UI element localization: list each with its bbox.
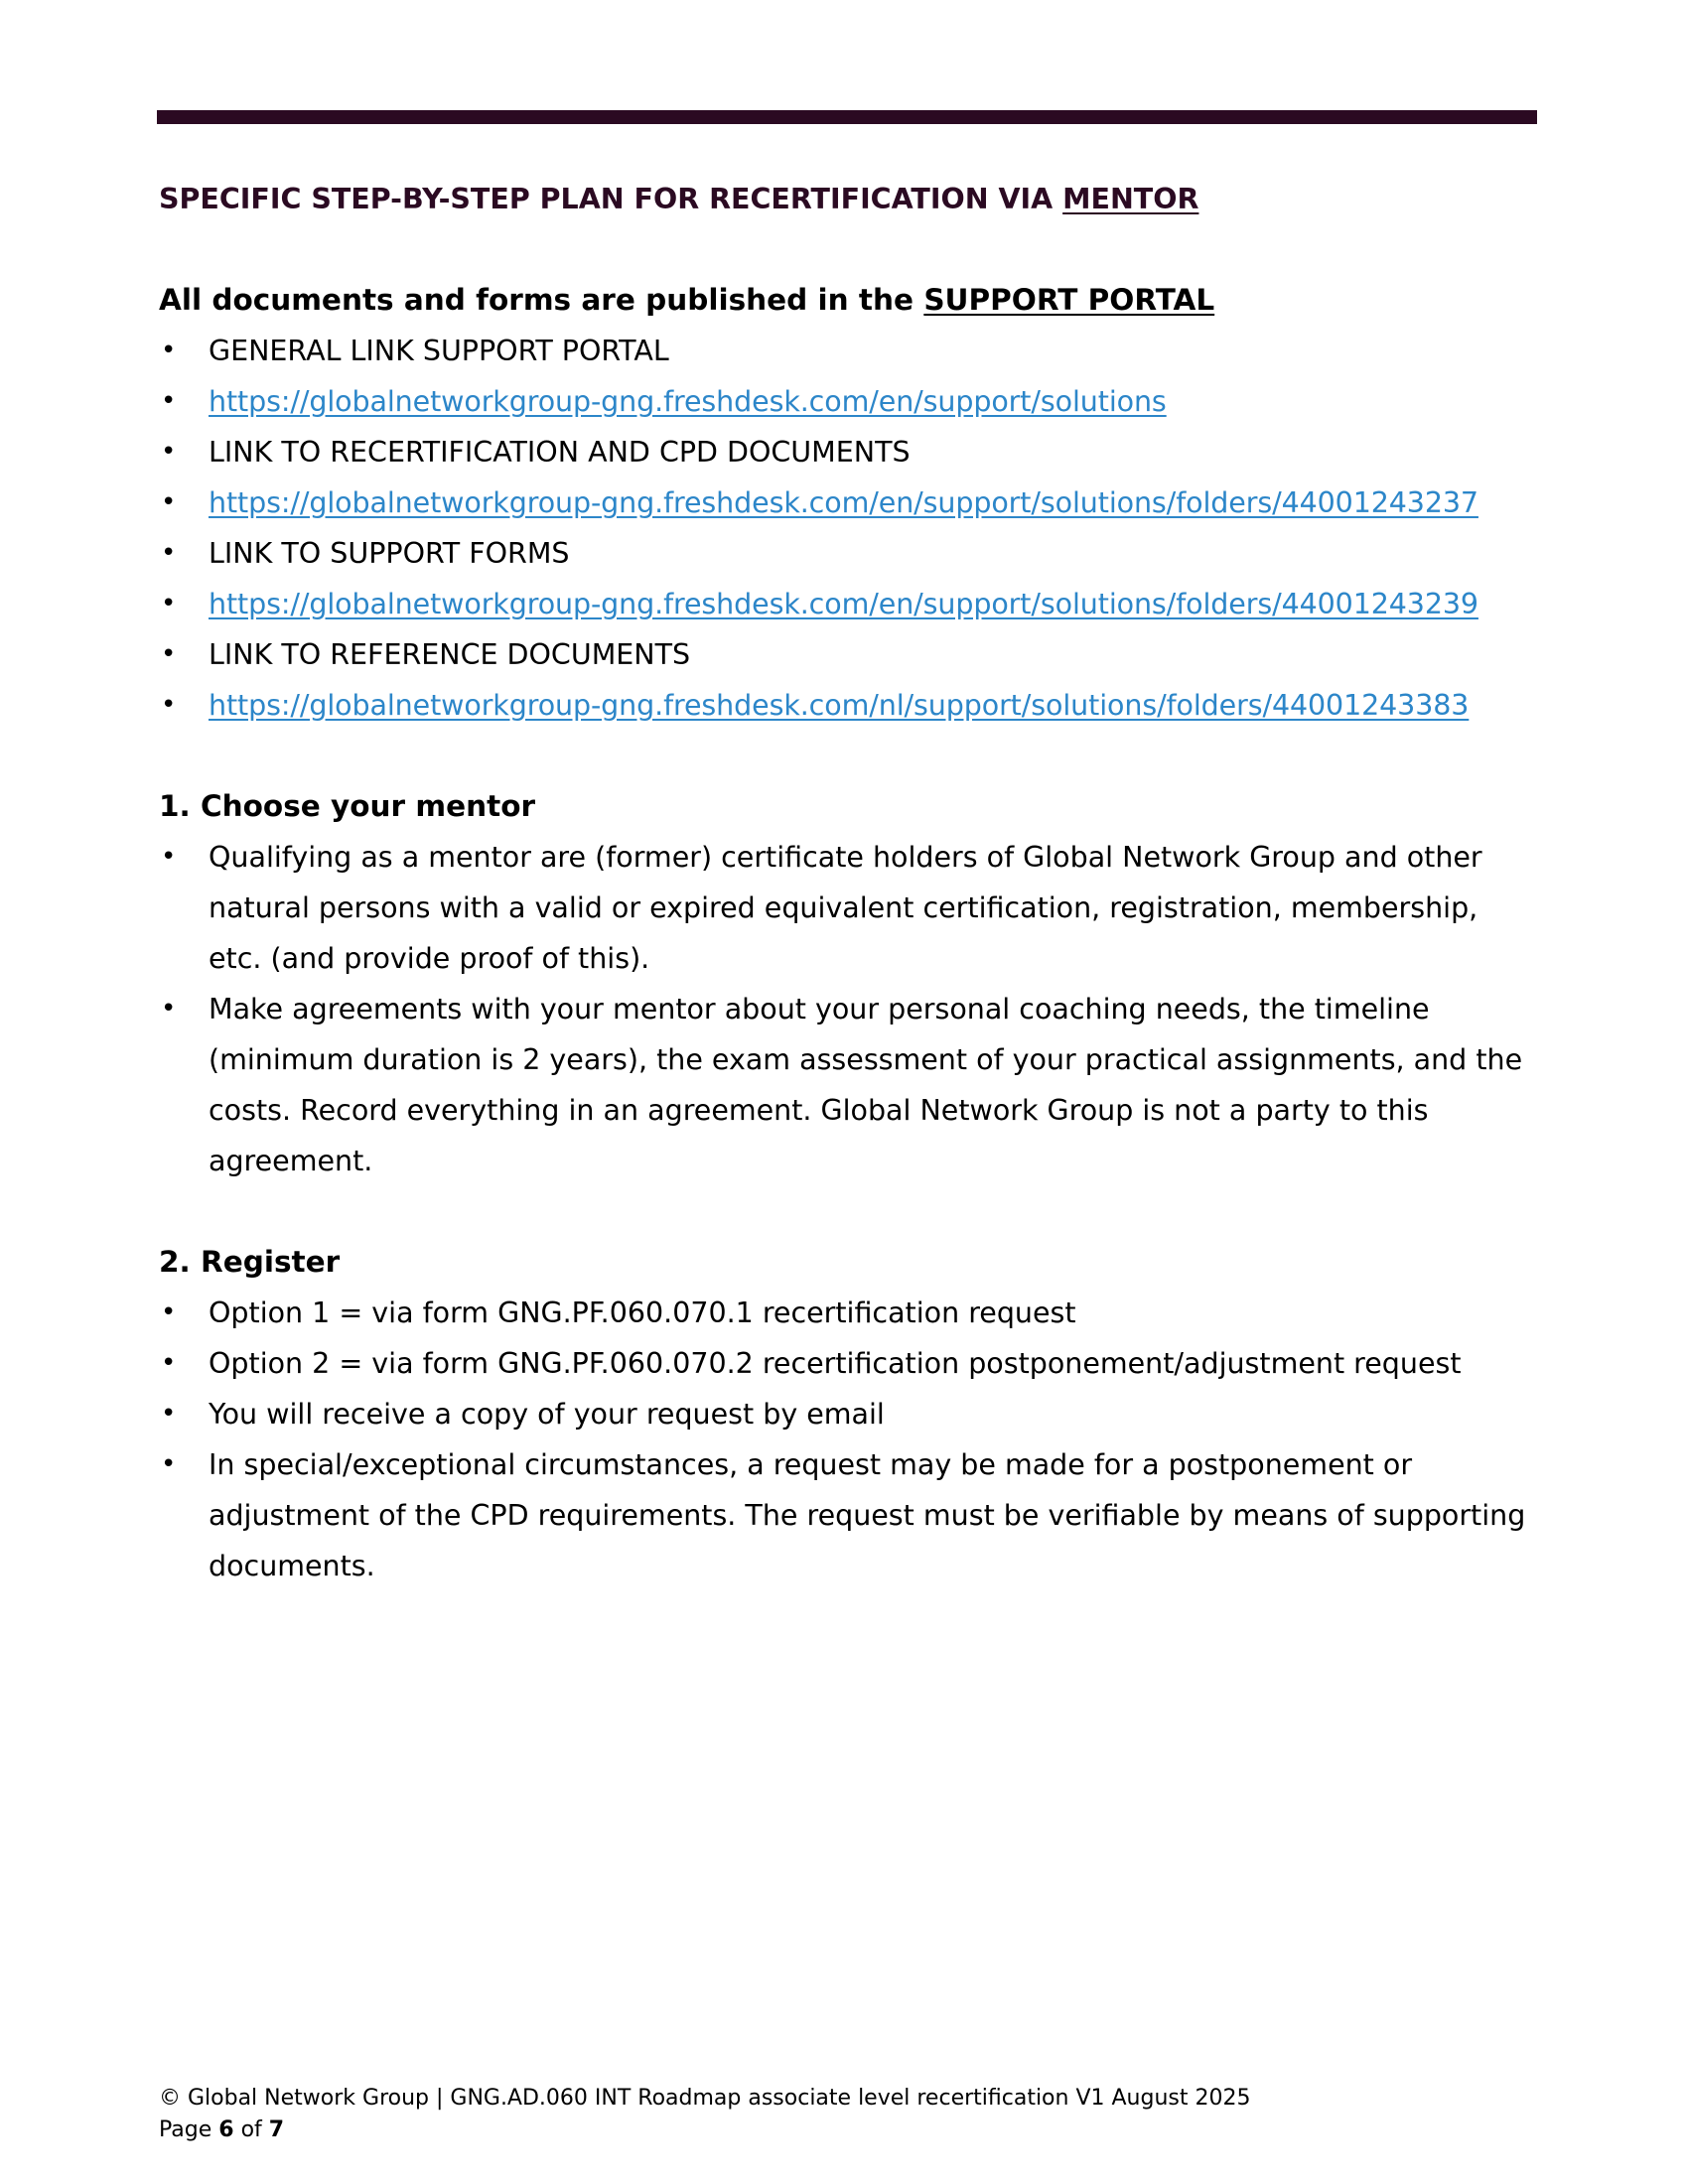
page-title-prefix: SPECIFIC STEP-BY-STEP PLAN FOR RECERTIFICATION VIA [159,183,1063,215]
page-sep: of [233,2117,269,2142]
reference-docs-link[interactable]: https://globalnetworkgroup-gng.freshdesk.com/nl/support/solutions/folders/44001243383 [209,689,1470,722]
document-body [159,174,1539,1591]
list-item-text: GENERAL LINK SUPPORT PORTAL [209,335,669,367]
list-item: • You will receive a copy of your request by email [159,1389,1539,1439]
page-current: 6 [218,2117,234,2142]
page-total: 7 [268,2117,285,2142]
list-item-text: LINK TO REFERENCE DOCUMENTS [209,638,691,671]
section-heading-mentor: 1. Choose your mentor [159,789,536,823]
list-item: • Option 2 = via form GNG.PF.060.070.2 recertification postponement/adjustment request [159,1338,1539,1389]
list-item [159,478,1539,528]
list-item [159,528,1539,579]
register-bullet-list [159,1288,1539,1591]
portal-intro-prefix: All documents and forms are published in the [159,283,924,317]
list-item [159,376,1539,427]
spacer [159,1186,1539,1237]
recertification-docs-link[interactable]: https://globalnetworkgroup-gng.freshdesk.com/en/support/solutions/folders/44001243237 [209,486,1478,519]
page-title [159,174,1539,224]
header-rule [157,110,1537,124]
portal-link-list [159,326,1539,731]
list-item [159,579,1539,629]
page-label: Page [159,2117,219,2142]
list-item [159,680,1539,731]
footer-copyright: © Global Network Group | GNG.AD.060 INT Roadmap associate level recertification V1 August 2025 [159,2086,1251,2111]
support-forms-link[interactable]: https://globalnetworkgroup-gng.freshdesk.com/en/support/solutions/folders/44001243239 [209,588,1478,620]
list-item-text: LINK TO SUPPORT FORMS [209,537,570,570]
support-portal-link[interactable]: https://globalnetworkgroup-gng.freshdesk.com/en/support/solutions [209,385,1167,418]
list-item: • Make agreements with your mentor about your personal coaching needs, the timeline (minimum duration is 2 years), the exam assessment of your practical assignments, and the costs. Record everything in an agreement. Global Network Group is not a party to this agreement. [159,984,1539,1186]
list-item: • Qualifying as a mentor are (former) certificate holders of Global Network Group and other natural persons with a valid or expired equivalent certification, registration, membership, etc. (and provide proof of this). [159,832,1539,984]
spacer [159,224,1539,275]
list-item-text: LINK TO RECERTIFICATION AND CPD DOCUMENTS [209,436,911,469]
page-number [159,2115,1250,2146]
spacer [159,731,1539,781]
page-title-emphasis: MENTOR [1062,183,1199,215]
section-heading-register: 2. Register [159,1245,341,1279]
list-item [159,427,1539,478]
page-footer [159,2083,1250,2146]
list-item [159,629,1539,680]
list-item: • Option 1 = via form GNG.PF.060.070.1 recertification request [159,1288,1539,1338]
list-item [159,326,1539,376]
mentor-bullet-list [159,832,1539,1186]
list-item: • In special/exceptional circumstances, a request may be made for a postponement or adjustment of the CPD requirements. The request must be verifiable by means of supporting documents. [159,1439,1539,1591]
portal-intro-emphasis: SUPPORT PORTAL [923,283,1215,317]
portal-intro [159,275,1539,326]
